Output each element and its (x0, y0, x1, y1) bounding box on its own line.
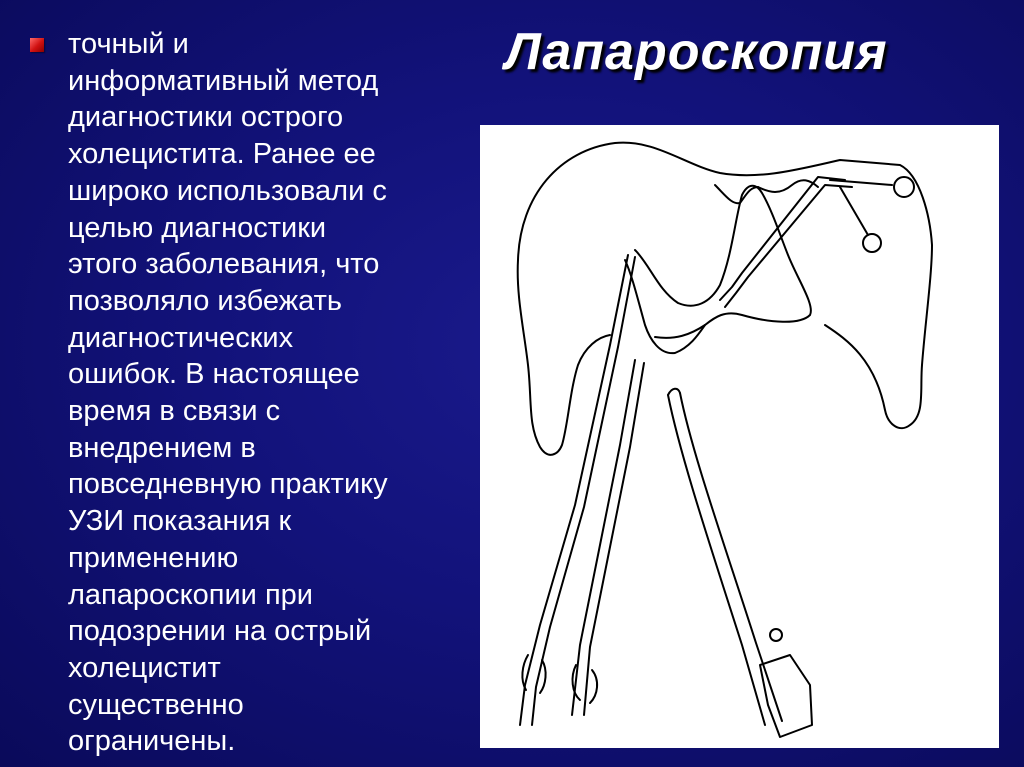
slide-title: Лапароскопия (505, 23, 888, 81)
red-square-bullet-icon (30, 38, 44, 52)
instrument-left-shaft-b (532, 257, 635, 725)
body-text: точный и информативный метод диагностики острого холецистита. Ранее ее широко использовали с целью диагностики этого заболевания, что позволяло избежать диагностических ошибок. В настоящее время в связи с внедрением в повседневную практику УЗИ показания к применению лапароскопии при подозрении на острый холецистит существенно ограничены. (68, 28, 388, 758)
laparoscopy-illustration (480, 125, 999, 748)
grasper-shaft-upper-2 (725, 185, 852, 307)
trocar-tube-right (680, 393, 782, 721)
gallbladder-outline (635, 186, 811, 338)
fold-right (758, 180, 818, 192)
instrument-left-jaw (522, 655, 545, 693)
trocar-tube-left (668, 395, 765, 725)
trocar-valve (770, 629, 782, 641)
laparoscopy-drawing (480, 125, 999, 748)
trocar-tip (668, 389, 680, 395)
liver-left-edge (518, 260, 610, 455)
trocar-hub (760, 655, 812, 737)
grasper-ring-1 (894, 177, 914, 197)
instrument-middle-shaft-b (584, 363, 644, 715)
fold-left (715, 185, 758, 203)
grasper-ring-2 (863, 234, 881, 252)
grasper-handle (830, 180, 892, 235)
liver-outline (518, 143, 932, 429)
